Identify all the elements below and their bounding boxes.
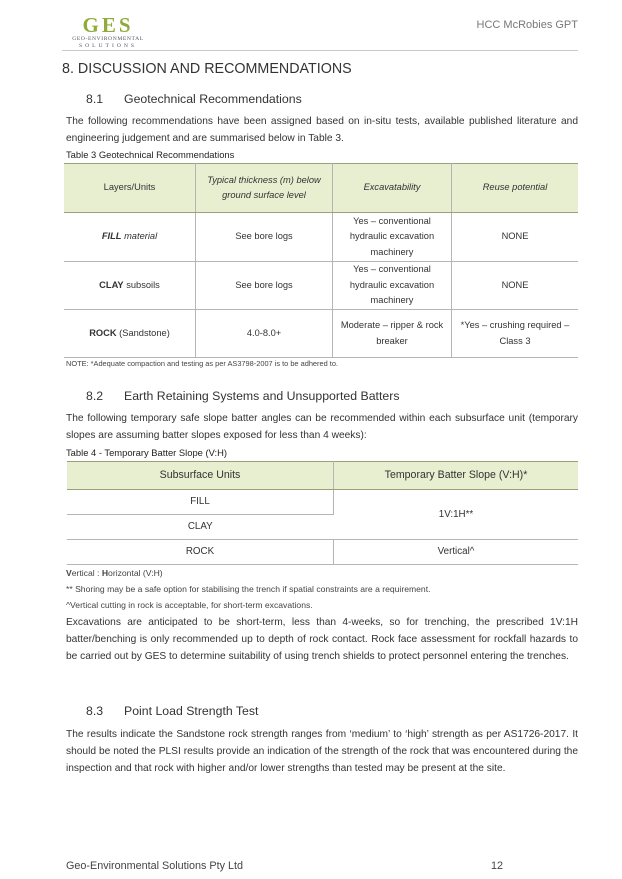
thickness-cell: 4.0-8.0+	[196, 310, 333, 358]
table-header-cell: Layers/Units	[64, 164, 196, 213]
logo-sub-text: GEO-ENVIRONMENTAL	[72, 36, 144, 42]
table-header-cell: Reuse potential	[452, 164, 579, 213]
logo-main-text: GES	[82, 13, 134, 37]
header-divider	[62, 50, 578, 51]
table-3-note: NOTE: *Adequate compaction and testing as per AS3798-2007 is to be adhered to.	[66, 359, 338, 368]
logo-sub-text-2: SOLUTIONS	[78, 43, 138, 49]
footer-company: Geo-Environmental Solutions Pty Ltd	[66, 860, 244, 872]
reuse-cell: NONE	[452, 262, 579, 310]
subsection-number: 8.2	[86, 389, 104, 403]
subsection-title: Point Load Strength Test	[124, 704, 259, 718]
subsection-8-3-heading	[86, 704, 258, 718]
table-header-cell: Excavatability	[333, 164, 452, 213]
table-4-footnote-3: ^Vertical cutting in rock is acceptable, for short-term excavations.	[66, 600, 313, 610]
table-header-cell: Subsurface Units	[67, 462, 334, 490]
table-4-footnote-1: Vertical : Horizontal (V:H)	[66, 568, 163, 578]
slope-cell: 1V:1H**	[334, 490, 579, 540]
unit-cell: ROCK (Sandstone)	[64, 310, 196, 358]
table-row	[64, 262, 578, 310]
paragraph-8-3: The results indicate the Sandstone rock strength ranges from ‘medium’ to ‘high’ strength as per AS1726-2017. It should be noted the PLSI results provide an indication of the strength of the rock that was encountered during the inspection and that rock with higher and/or lower strengths than tested may be present at the site.	[66, 729, 578, 774]
paragraph-8-1: The following recommendations have been assigned based on in-situ tests, available published literature and engineering judgement and are summarised below in Table 3.	[66, 116, 578, 144]
subsection-8-2-heading	[86, 389, 399, 403]
subsection-number: 8.1	[86, 92, 104, 106]
company-logo	[66, 15, 150, 53]
unit-cell: ROCK	[67, 540, 334, 565]
unit-cell: FILL	[67, 490, 334, 515]
table-header-cell: Temporary Batter Slope (V:H)*	[334, 462, 579, 490]
table-4-caption: Table 4 - Temporary Batter Slope (V:H)	[66, 447, 228, 458]
unit-cell: FILL material	[64, 213, 196, 262]
reuse-cell: NONE	[452, 213, 579, 262]
document-title: HCC McRobies GPT	[476, 19, 578, 31]
subsection-8-1-heading	[86, 92, 302, 106]
paragraph-8-2: The following temporary safe slope batter angles can be recommended within each subsurface unit (temporary slopes are assuming batter slopes exposed for less than 4 weeks):	[66, 413, 578, 441]
excavatability-cell: Moderate – ripper & rock breaker	[333, 310, 452, 358]
table-row	[64, 213, 578, 262]
geotechnical-recommendations-table	[64, 163, 578, 358]
unit-cell: CLAY	[67, 515, 334, 540]
section-heading: 8. DISCUSSION AND RECOMMENDATIONS	[62, 61, 352, 77]
thickness-cell: See bore logs	[196, 262, 333, 310]
page-number: 12	[491, 860, 504, 872]
excavatability-cell: Yes – conventional hydraulic excavation machinery	[333, 213, 452, 262]
slope-cell: Vertical^	[334, 540, 579, 565]
subsection-number: 8.3	[86, 704, 104, 718]
subsection-title: Geotechnical Recommendations	[124, 92, 302, 106]
table-row	[67, 540, 578, 565]
table-4-footnote-2: ** Shoring may be a safe option for stabilising the trench if spatial constraints are a requirement.	[66, 584, 431, 594]
table-row	[67, 490, 578, 515]
table-row	[64, 310, 578, 358]
paragraph-8-2-excavations: Excavations are anticipated to be short-term, less than 4-weeks, so for trenching, the prescribed 1V:1H batter/benching is only recommended up to depth of rock contact. Rock face assessment for rockfall hazards to be carried out by GES to determine suitability of using trench shields to protect personnel entering the trenches.	[66, 617, 578, 662]
table-3-caption: Table 3 Geotechnical Recommendations	[66, 149, 235, 160]
temporary-batter-slope-table	[67, 461, 578, 565]
unit-cell: CLAY subsoils	[64, 262, 196, 310]
excavatability-cell: Yes – conventional hydraulic excavation machinery	[333, 262, 452, 310]
reuse-cell: *Yes – crushing required – Class 3	[452, 310, 579, 358]
subsection-title: Earth Retaining Systems and Unsupported Batters	[124, 389, 400, 403]
thickness-cell: See bore logs	[196, 213, 333, 262]
table-header-cell: Typical thickness (m) below ground surface level	[196, 164, 333, 213]
